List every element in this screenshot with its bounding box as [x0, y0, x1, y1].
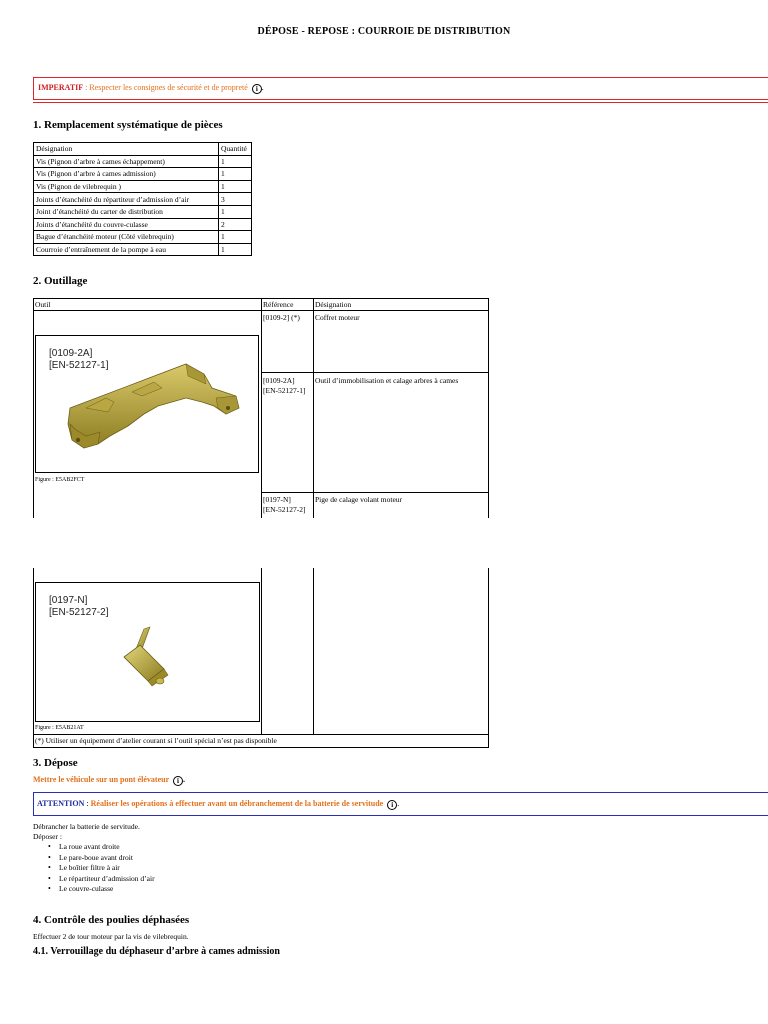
attention-notice: ATTENTION : Réaliser les opérations à effectuer avant un débranchement de la batterie de servitude i .	[33, 792, 768, 816]
table-row	[34, 205, 252, 218]
step-text: Déposer :	[33, 832, 62, 841]
tools-footnote: (*) Utiliser un équipement d’atelier courant si l’outil spécial n’est pas disponible	[35, 736, 277, 745]
figure-label-line: [0109-2A]	[49, 348, 93, 359]
table-row	[34, 193, 252, 206]
tool-reference-line: [EN-52127-1]	[263, 385, 306, 395]
flywheel-pin-icon	[36, 583, 261, 723]
tool-designation: Coffret moteur	[315, 313, 360, 322]
step-text: Débrancher la batterie de servitude.	[33, 822, 140, 831]
part-name: Joints d’étanchéité du répartiteur d’admission d’air	[34, 193, 219, 206]
table-header-row	[34, 143, 252, 156]
part-qty: 1	[219, 155, 252, 168]
figure-label-line: [EN-52127-1]	[49, 360, 109, 371]
tool-reference-line: [0197-N]	[263, 495, 291, 504]
figure-caption: Figure : E5AB2FCT	[35, 477, 85, 483]
lift-instruction-text: Mettre le véhicule sur un pont élévateur	[33, 775, 169, 784]
camshaft-locking-tool-icon	[36, 336, 260, 474]
section-4-1-heading: 4.1. Verrouillage du déphaseur d’arbre à cames admission	[33, 946, 280, 957]
figure-caption: Figure : E5AB21AT	[35, 725, 84, 731]
info-icon[interactable]: i	[252, 84, 262, 94]
part-qty: 1	[219, 180, 252, 193]
part-qty: 1	[219, 205, 252, 218]
figure-camshaft-tool	[35, 335, 259, 473]
part-name: Joint d’étanchéité du carter de distribution	[34, 205, 219, 218]
table-row	[34, 155, 252, 168]
tool-designation: Outil d’immobilisation et calage arbres à cames	[315, 376, 459, 385]
part-qty: 1	[219, 243, 252, 256]
tool-reference: [0109-2] (*)	[263, 313, 300, 322]
part-name: Bague d’étanchéité moteur (Côté vilebrequin)	[34, 231, 219, 244]
list-item: • Le couvre-culasse	[48, 884, 155, 895]
tool-reference-line: [0109-2A]	[263, 376, 295, 385]
imperatif-text: : Respecter les consignes de sécurité et de propreté	[83, 83, 248, 92]
tool-reference	[263, 495, 306, 514]
table-row	[34, 180, 252, 193]
info-icon[interactable]: i	[387, 800, 397, 810]
table-row	[34, 168, 252, 181]
table-header-designation: Désignation	[34, 143, 219, 156]
part-qty: 1	[219, 231, 252, 244]
lift-instruction: Mettre le véhicule sur un pont élévateur i .	[33, 775, 185, 785]
removal-list	[48, 842, 155, 895]
info-icon[interactable]: i	[173, 776, 183, 786]
tool-designation: Pige de calage volant moteur	[315, 495, 403, 504]
section-2-heading: 2. Outillage	[33, 275, 88, 287]
imperatif-label: IMPERATIF	[38, 83, 84, 92]
part-qty: 3	[219, 193, 252, 206]
list-item: • Le boîtier filtre à air	[48, 863, 155, 874]
tools-header-designation: Désignation	[315, 300, 352, 309]
page-title: DÉPOSE - REPOSE : COURROIE DE DISTRIBUTION	[257, 26, 511, 37]
table-row	[34, 243, 252, 256]
part-name: Vis (Pignon de vilebrequin )	[34, 180, 219, 193]
table-header-quantity: Quantité	[219, 143, 252, 156]
part-name: Vis (Pignon d’arbre à cames admission)	[34, 168, 219, 181]
parts-table	[33, 142, 252, 256]
part-name: Vis (Pignon d’arbre à cames échappement)	[34, 155, 219, 168]
part-name: Joints d’étanchéité du couvre-culasse	[34, 218, 219, 231]
attention-text: Réaliser les opérations à effectuer avant un débranchement de la batterie de servitude	[90, 799, 384, 808]
figure-label-line: [0197-N]	[49, 595, 88, 606]
list-item: • Le pare-boue avant droit	[48, 853, 155, 864]
list-item: • Le répartiteur d’admission d’air	[48, 874, 155, 885]
list-item: • La roue avant droite	[48, 842, 155, 853]
table-row	[34, 218, 252, 231]
part-qty: 1	[219, 168, 252, 181]
tool-reference-line: [EN-52127-2]	[263, 504, 306, 514]
part-name: Courroie d’entraînement de la pompe à eau	[34, 243, 219, 256]
tools-header-reference: Référence	[263, 300, 294, 309]
attention-label: ATTENTION	[37, 799, 85, 808]
tool-reference	[263, 376, 306, 395]
figure-label-line: [EN-52127-2]	[49, 607, 109, 618]
section-3-heading: 3. Dépose	[33, 757, 78, 769]
imperatif-notice: IMPERATIF : Respecter les consignes de sécurité et de propreté i .	[33, 77, 768, 100]
figure-flywheel-pin	[35, 582, 260, 722]
table-row	[34, 231, 252, 244]
tools-header-outil: Outil	[35, 300, 51, 309]
part-qty: 2	[219, 218, 252, 231]
step-text: Effectuer 2 de tour moteur par la vis de vilebrequin.	[33, 932, 189, 941]
section-1-heading: 1. Remplacement systématique de pièces	[33, 119, 223, 131]
section-4-heading: 4. Contrôle des poulies déphasées	[33, 914, 190, 926]
